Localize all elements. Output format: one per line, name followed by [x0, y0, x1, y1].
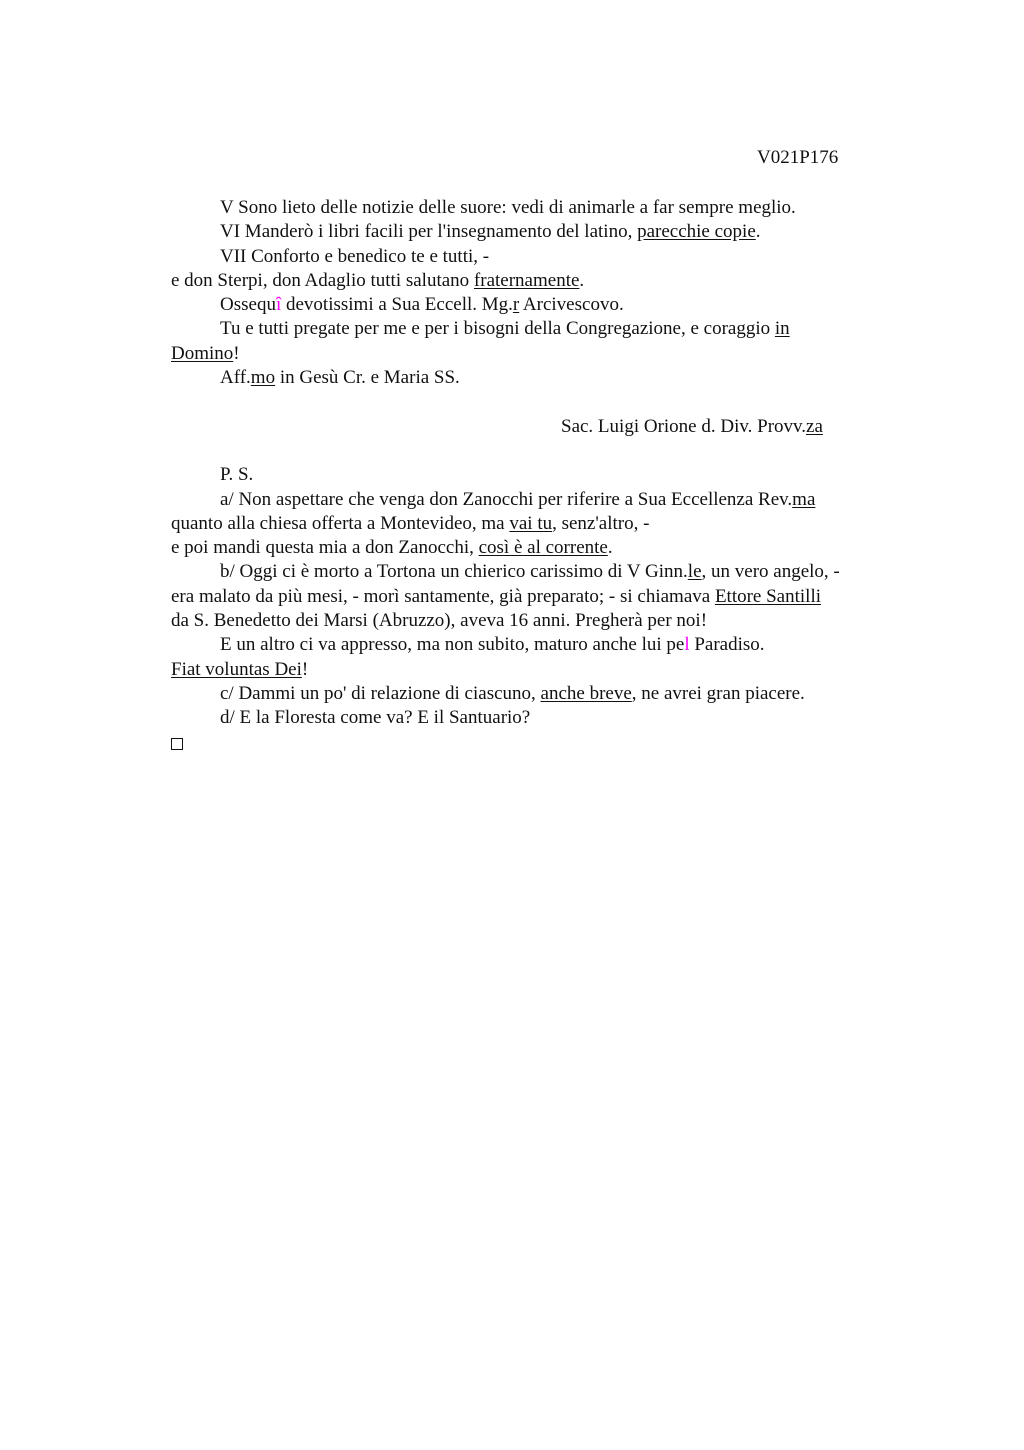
- highlighted-char: l: [684, 634, 690, 656]
- text-run: .: [579, 269, 585, 291]
- underlined-text: Ettore Santilli: [714, 585, 822, 607]
- text-run: quanto alla chiesa offerta a Montevideo, ma: [171, 512, 510, 534]
- text-run: .: [755, 221, 761, 243]
- postscript-heading: [171, 463, 911, 487]
- underlined-text: fraternamente: [473, 269, 580, 291]
- text-run: VII Conforto e benedico te e tutti, -: [220, 245, 490, 267]
- ps-item-a-cont: [171, 512, 911, 536]
- paragraph-ossequi: [171, 293, 911, 317]
- text-run: VI Manderò i libri facili per l'insegnamento del latino,: [220, 221, 638, 243]
- ps-item-b-cont: [171, 633, 911, 657]
- blank-line: [171, 390, 911, 414]
- ps-item-d: [171, 706, 911, 730]
- signature: [171, 415, 911, 439]
- underlined-text: mo: [250, 367, 276, 389]
- underlined-text: parecchie copie: [637, 221, 756, 243]
- paragraph-vi: [171, 220, 911, 244]
- underlined-text: anche breve: [540, 682, 632, 704]
- text-run: , ne avrei gran piacere.: [631, 682, 805, 704]
- underlined-text: Fiat voluntas Dei: [171, 658, 302, 680]
- document-id: V021P176: [757, 147, 839, 168]
- text-run: in Gesù Cr. e Maria SS.: [275, 367, 460, 389]
- text-run: c/ Dammi un po' di relazione di ciascuno,: [220, 682, 541, 704]
- letter-body: [171, 196, 911, 755]
- text-run: e poi mandi questa mia a don Zanocchi,: [171, 537, 479, 559]
- text-run: b/ Oggi ci è morto a Tortona un chierico carissimo di V Ginn.: [220, 561, 688, 583]
- text-run: , un vero angelo, -: [701, 561, 840, 583]
- underlined-text: in: [774, 318, 790, 340]
- ps-item-b-cont: [171, 585, 911, 609]
- ps-item-b-cont: [171, 658, 911, 682]
- end-mark-line: [171, 731, 911, 755]
- text-run: E un altro ci va appresso, ma non subito, maturo anche lui pe: [220, 634, 685, 656]
- empty-square-icon: [171, 738, 183, 750]
- underlined-text: Domino: [171, 342, 234, 364]
- text-run: Ossequ: [220, 294, 276, 316]
- underlined-text: ma: [792, 488, 816, 510]
- blank-line: [171, 439, 911, 463]
- text-run: .: [607, 537, 613, 559]
- ps-item-b: [171, 560, 911, 584]
- text-run: Arcivescovo.: [519, 294, 624, 316]
- ps-item-b-cont: [171, 609, 911, 633]
- underlined-text: così è al corrente: [478, 537, 608, 559]
- text-run: Paradiso.: [689, 634, 765, 656]
- highlighted-char: î: [275, 294, 282, 316]
- text-run: da S. Benedetto dei Marsi (Abruzzo), aveva 16 anni. Pregherà per noi!: [171, 610, 708, 632]
- paragraph-pregate-cont: [171, 342, 911, 366]
- text-run: e don Sterpi, don Adaglio tutti salutano: [171, 269, 474, 291]
- ps-item-c: [171, 682, 911, 706]
- text-run: Sac. Luigi Orione d. Div. Provv.: [561, 415, 807, 437]
- text-run: !: [301, 658, 309, 680]
- ps-item-a-cont: [171, 536, 911, 560]
- text-run: a/ Non aspettare che venga don Zanocchi per riferire a Sua Eccellenza Rev.: [220, 488, 793, 510]
- underlined-text: za: [806, 415, 823, 437]
- text-run: Tu e tutti pregate per me e per i bisogni della Congregazione, e coraggio: [220, 318, 775, 340]
- paragraph-pregate: [171, 317, 911, 341]
- paragraph-vii-cont: [171, 269, 911, 293]
- underlined-text: r: [512, 294, 520, 316]
- underlined-text: vai tu: [509, 512, 553, 534]
- text-run: devotissimi a Sua Eccell. Mg.: [281, 294, 513, 316]
- underlined-text: le: [687, 561, 702, 583]
- text-run: era malato da più mesi, - morì santamente, già preparato; - si chiamava: [171, 585, 715, 607]
- paragraph-v: [171, 196, 911, 220]
- text-run: !: [233, 342, 240, 364]
- text-run: P. S.: [220, 464, 254, 486]
- text-run: d/ E la Floresta come va? E il Santuario?: [220, 707, 531, 729]
- ps-item-a: [171, 488, 911, 512]
- text-run: V Sono lieto delle notizie delle suore: vedi di animarle a far sempre meglio.: [220, 197, 796, 218]
- text-run: , senz'altro, -: [552, 512, 650, 534]
- paragraph-vii: [171, 245, 911, 269]
- closing-line: [171, 366, 911, 390]
- text-run: Aff.: [220, 367, 251, 389]
